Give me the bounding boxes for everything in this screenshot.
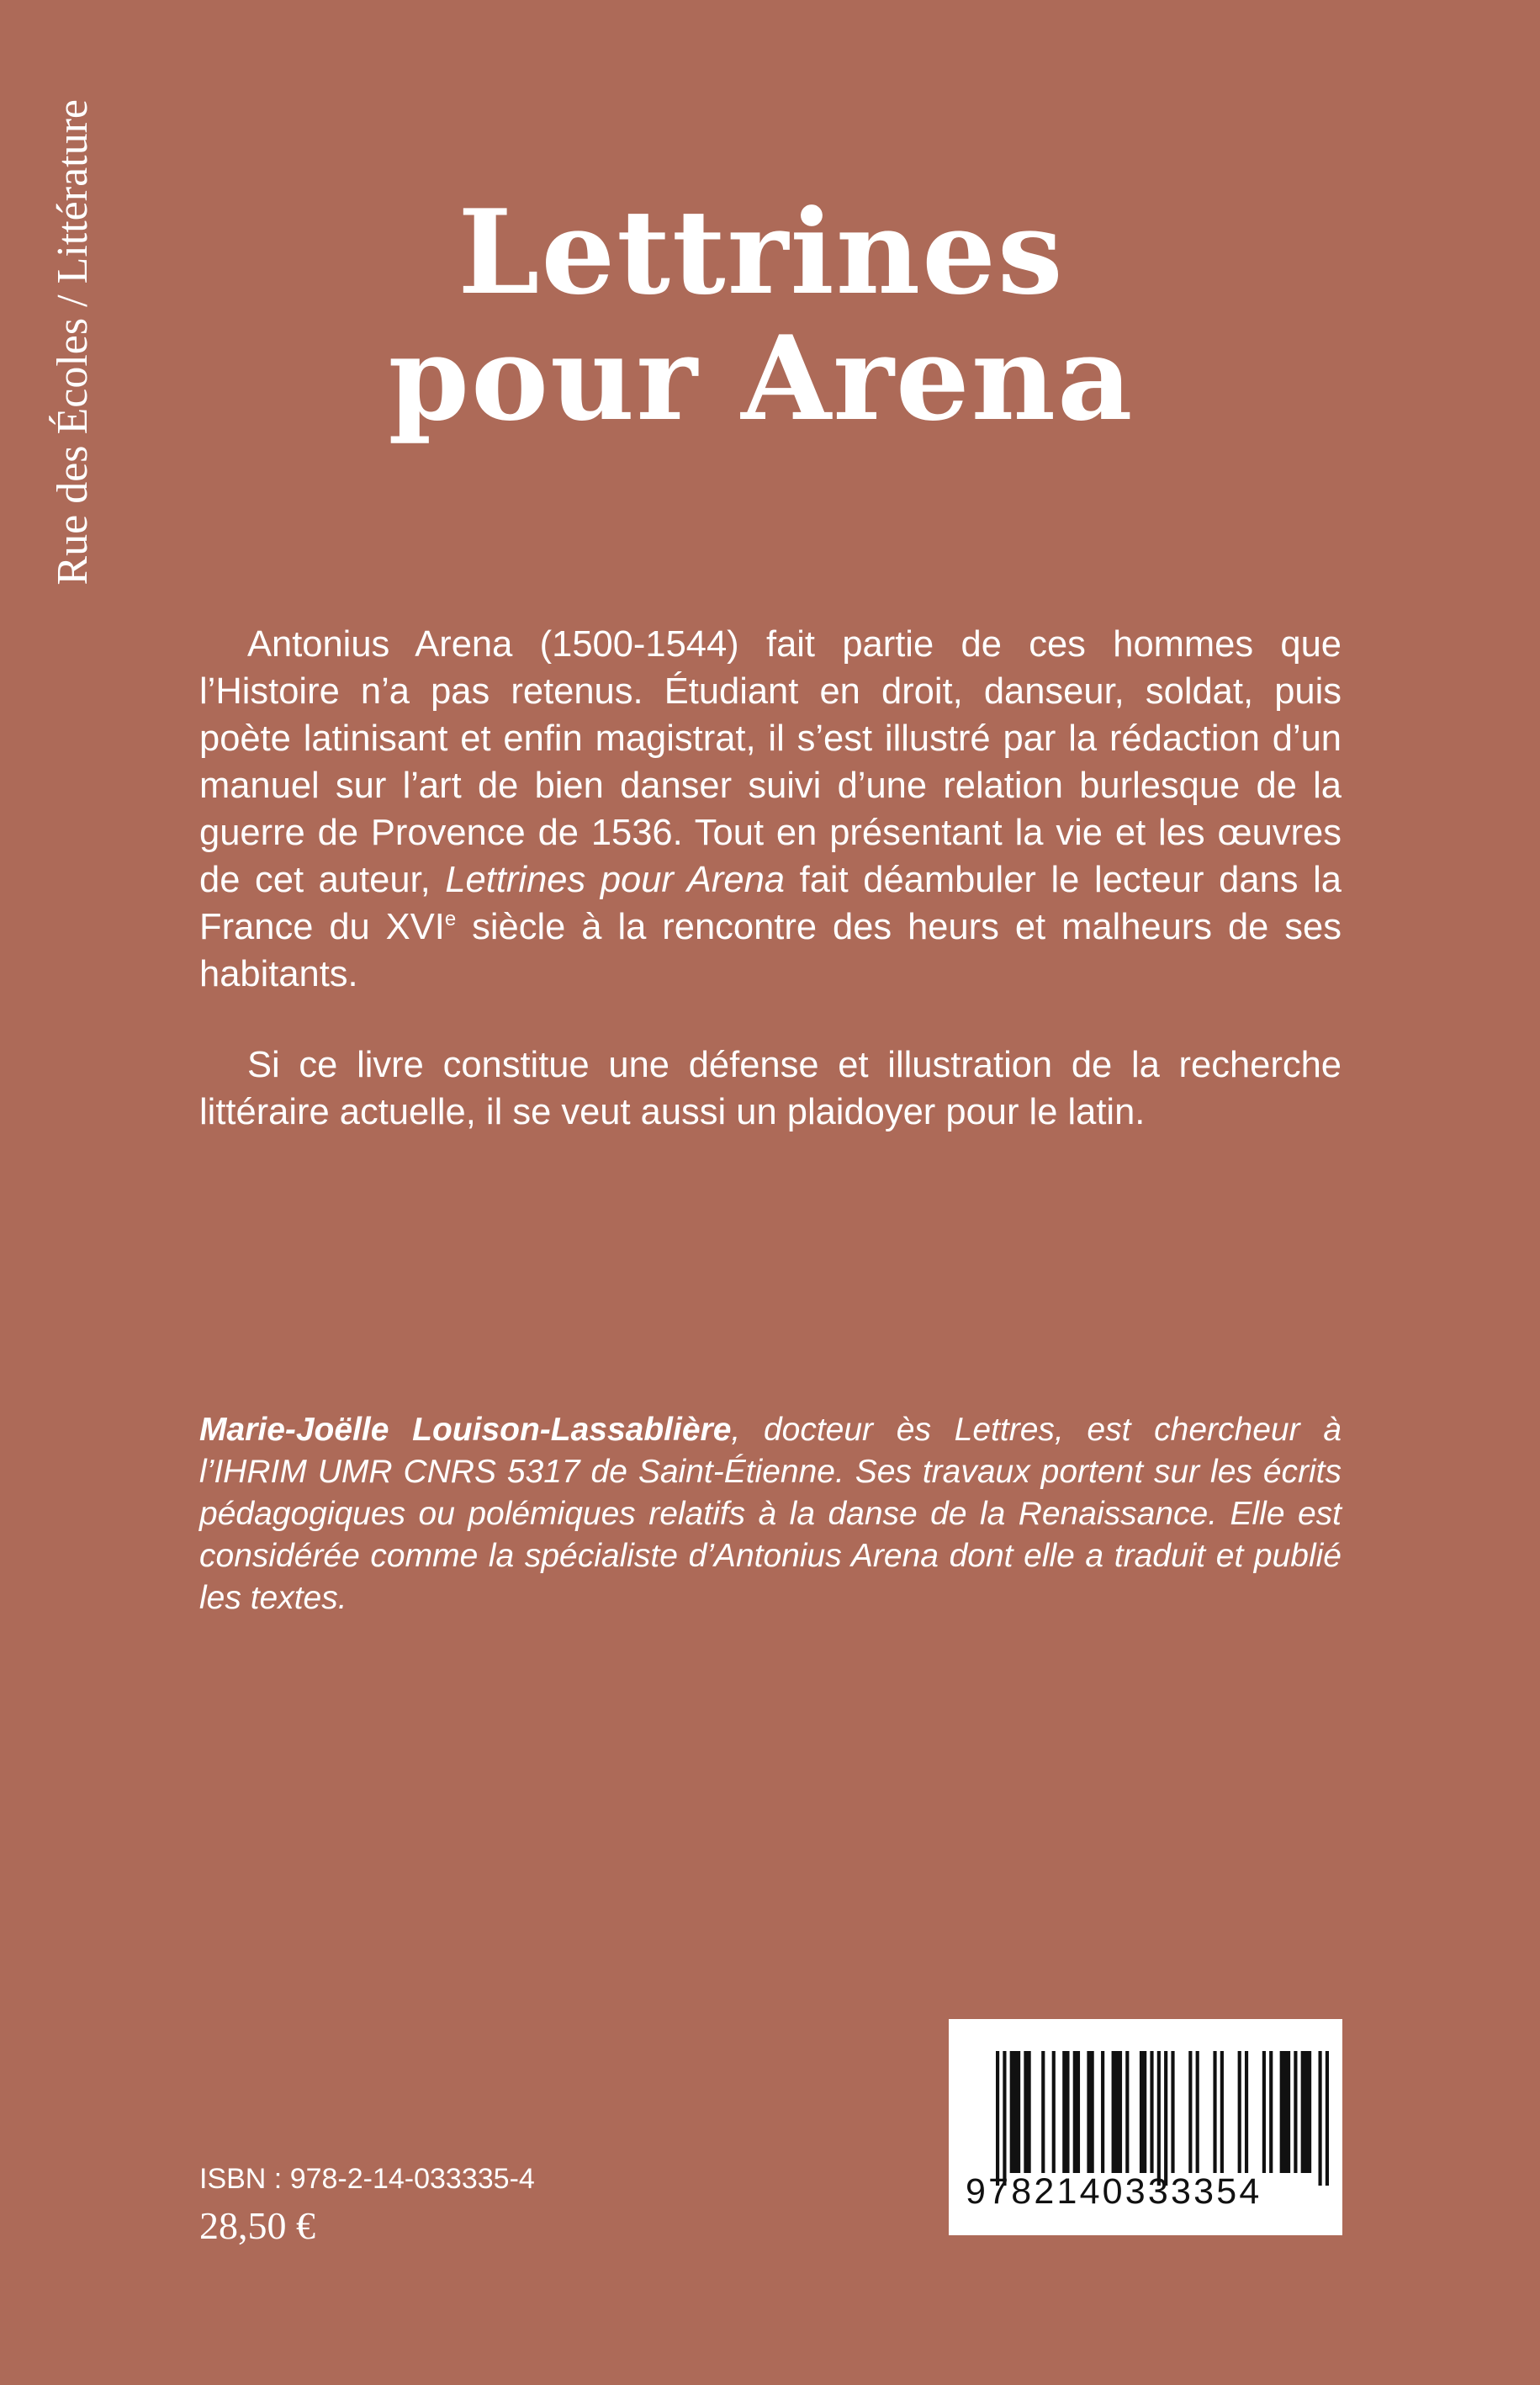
barcode-bar <box>1024 2051 1030 2173</box>
barcode-bar <box>1112 2051 1123 2173</box>
author-bio <box>199 1409 1342 1619</box>
barcode-bar <box>996 2051 999 2186</box>
description-text: siècle à la rencontre des heurs et malheurs de ses habitants. <box>199 907 1342 994</box>
barcode-bar <box>1150 2051 1153 2173</box>
author-name: Marie-Joëlle Louison-Lassablière <box>199 1412 732 1448</box>
barcode-bar <box>1003 2051 1006 2186</box>
barcode-bar <box>1294 2051 1297 2173</box>
price: 28,50 € <box>199 2204 315 2247</box>
barcode-bar <box>1262 2051 1266 2173</box>
description-paragraph-1 <box>199 621 1342 998</box>
description-paragraph-2: Si ce livre constitue une défense et illustration de la recherche littéraire actuelle, il se veut aussi un plaidoyer pour le latin. <box>199 1045 1342 1132</box>
isbn-number: ISBN : 978-2-14-033335-4 <box>199 2163 535 2195</box>
book-title-line-1: Lettrines <box>458 183 1065 321</box>
author-bio-text: , docteur ès Lettres, est chercheur à l’IHRIM UMR CNRS 5317 de Saint-Étienne. Ses travaux portent sur les écrits pédagogiques ou polémiques relatifs à la danse de la Renaissance. Elle est considérée comme la spécialiste d’Antonius Arena dont elle a traduit et publié les textes. <box>199 1412 1342 1616</box>
author-bio-paragraph <box>199 1409 1342 1619</box>
barcode-bar <box>1196 2051 1199 2173</box>
barcode-bar <box>1073 2051 1080 2173</box>
barcode-bar <box>1164 2051 1167 2186</box>
barcode-bar <box>1280 2051 1291 2173</box>
barcode-bar <box>1087 2051 1093 2173</box>
barcode <box>949 2019 1342 2235</box>
barcode-bar <box>1171 2051 1174 2173</box>
barcode-bar <box>1125 2051 1129 2173</box>
barcode-bar <box>1157 2051 1161 2186</box>
barcode-bar <box>1010 2051 1021 2173</box>
book-title <box>252 183 1270 447</box>
barcode-bar <box>1213 2051 1216 2173</box>
barcode-bar <box>1326 2051 1329 2186</box>
barcode-bar <box>1238 2051 1241 2173</box>
collection-name: Rue des Écoles / Littérature <box>49 99 97 586</box>
description-title-reference: Lettrines pour Arena <box>445 860 785 900</box>
barcode-bar <box>1318 2051 1321 2186</box>
barcode-digits: 9782140333354 <box>966 2171 1262 2212</box>
spine-label <box>40 99 107 722</box>
barcode-bar <box>1140 2051 1146 2173</box>
description-text: fait déambuler le lecteur dans la France du XVI <box>199 860 1342 947</box>
century-superscript: e <box>444 908 457 930</box>
description-text: Antonius Arena (1500-1544) fait partie de ces hommes que l’Histoire n’a pas retenus. Étudiant en droit, danseur, soldat, puis poète latinisant et enfin magistrat, il s’est illustré par la rédaction d’un manuel sur l’art de bien danser suivi d’une relation burlesque de la guerre de Provence de 1536. Tout en présentant la vie et les œuvres de cet auteur, <box>199 624 1342 900</box>
barcode-bar <box>1041 2051 1045 2173</box>
barcode-bar <box>1188 2051 1192 2173</box>
barcode-bar <box>1101 2051 1104 2173</box>
book-description <box>199 621 1342 1136</box>
barcode-bar <box>1245 2051 1248 2173</box>
barcode-bar <box>1269 2051 1273 2173</box>
barcode-bar <box>1052 2051 1056 2173</box>
barcode-bar <box>1062 2051 1069 2173</box>
barcode-bar <box>1301 2051 1312 2173</box>
barcode-bar <box>1220 2051 1224 2173</box>
book-title-line-2: pour Arena <box>388 310 1135 447</box>
